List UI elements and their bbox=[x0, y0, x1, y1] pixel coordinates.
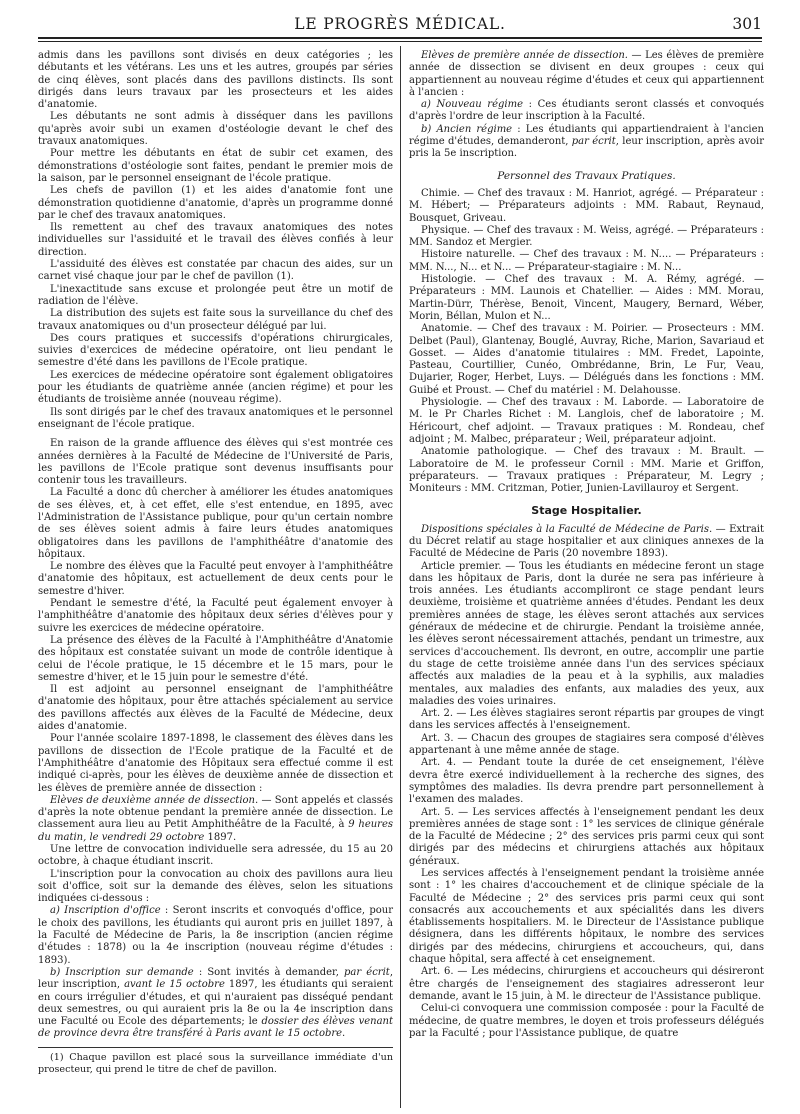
article-5: Art. 5. — Les services affectés à l'enseignement pendant les deux premières années de stage sont : 1° les services de clinique générale de la Faculté de Médecine ; 2° des services pris parmi ceux qui sont dirigés par des médecins et chirurgiens attachés aux hôpitaux généraux. bbox=[409, 806, 764, 867]
journal-title: LE PROGRÈS MÉDICAL. bbox=[294, 15, 506, 33]
paragraph: Les chefs de pavillon (1) et les aides d'anatomie font une démonstration quotidienne d'anatomie, d'après un programme donné par le chef des travaux anatomiques. bbox=[38, 185, 393, 221]
paragraph: b) Ancien régime : Les étudiants qui appartiendraient à l'ancien régime d'études, demanderont, par écrit, leur inscription, après avoir pris la 5e inscription. bbox=[409, 123, 764, 160]
paragraph: Des cours pratiques et successifs d'opérations chirurgicales, suivies d'exercices de médecine opératoire, ont lieu pendant le semestre d'été dans les pavillons de l'Ecole pratique. bbox=[38, 332, 393, 369]
subheading-premiere-annee: Elèves de première année de dissection. bbox=[421, 50, 628, 61]
paragraph: Pour mettre les débutants en état de subir cet examen, des démonstrations d'ostéologie sont faites, pendant le premier mois de la saison, par le personnel enseignant de l'école pratique. bbox=[38, 148, 393, 184]
paragraph: admis dans les pavillons sont divisés en deux catégories ; les débutants et les vétérans. Les uns et les autres, groupés par séries de cinq élèves, sont placés dans des pavillons distincts. Ils sont dirigés dans leurs travaux par les prosecteurs et les aides d'anatomie. bbox=[38, 50, 393, 111]
footnote-rule bbox=[38, 1047, 393, 1048]
paragraph: Elèves de première année de dissection. — Les élèves de première année de dissection se divisent en deux groupes : ceux qui appartiennent au nouveau régime d'études et ceux qui appartiennent à l'ancien : bbox=[409, 50, 764, 98]
paragraph: Ils sont dirigés par le chef des travaux anatomiques et le personnel enseignant de l'école pratique. bbox=[38, 406, 393, 430]
paragraph: L'assiduité des élèves est constatée par chacun des aides, sur un carnet visé chaque jour par le chef de pavillon (1). bbox=[38, 259, 393, 283]
paragraph: Pour l'année scolaire 1897-1898, le classement des élèves dans les pavillons de dissection de l'Ecole pratique de la Faculté et de l'Amphithéâtre d'anatomie des Hôpitaux sera effectué comme il est indiqué ci-après, pour les élèves de deuxième année de dissection et les élèves de première année de dissection : bbox=[38, 733, 393, 794]
article-3: Art. 3. — Chacun des groupes de stagiaires sera composé d'élèves appartenant à une même année de stage. bbox=[409, 732, 764, 757]
paragraph: Il est adjoint au personnel enseignant de l'amphithéâtre d'anatomie des hôpitaux, pour être attachés spécialement au service des pavillons affectés aux élèves de la Faculté de Médecine, deux aides d'anatomie. bbox=[38, 684, 393, 733]
article-2: Art. 2. — Les élèves stagiaires seront répartis par groupes de vingt dans les services affectés à l'enseignement. bbox=[409, 708, 764, 732]
paragraph: La Faculté a donc dû chercher à améliorer les études anatomiques de ses élèves, et, à cet effet, elle s'est entendue, en 1895, avec l'Administration de l'Assistance publique, pour qu'un certain nombre de ses élèves soient admis à faire leurs études anatomiques obligatoires dans les pavillons de l'amphithéâtre d'anatomie des hôpitaux. bbox=[38, 487, 393, 560]
section-heading-stage: Stage Hospitalier. bbox=[531, 504, 642, 518]
paragraph: a) Inscription d'office : Seront inscrits et convoqués d'office, pour le choix des pavillons, les étudiants qui auront pris en juillet 1897, à la Faculté de Médecine de Paris, la 8e inscription (ancien régime d'études : 1878) ou la 4e inscription (nouveau régime d'études : 1893). bbox=[38, 905, 393, 966]
staff-entry-physiologie: Physiologie. — Chef des travaux : M. Laborde. — Laboratoire de M. le Pr Charles Richet : M. Langlois, chef de laboratoire ; M. Héricourt, chef adjoint. — Travaux pratiques : M. Rondeau, chef adjoint ; M. Malbec, préparateur ; Weil, préparateur adjoint. bbox=[409, 397, 764, 445]
paragraph: Dispositions spéciales à la Faculté de Médecine de Paris. — Extrait du Décret relatif au stage hospitalier et aux cliniques annexes de la Faculté de Médecine de Paris (20 novembre 1893). bbox=[409, 523, 764, 560]
page-header bbox=[38, 15, 762, 37]
paragraph: L'inscription pour la convocation au choix des pavillons aura lieu soit d'office, soit sur la demande des élèves, selon les situations indiquées ci-dessous : bbox=[38, 868, 393, 905]
header-rule-thick bbox=[38, 37, 762, 39]
paragraph: Une lettre de convocation individuelle sera adressée, du 15 au 20 octobre, à chaque étudiant inscrit. bbox=[38, 844, 393, 868]
paragraph: b) Inscription sur demande : Sont invités à demander, par écrit, leur inscription, avant le 15 octobre 1897, les étudiants qui seraient en cours irrégulier d'études, et qui n'auraient pas disséqué pendant deux semestres, ou qui auraient pris la 8e ou la 4e inscription dans une Faculté ou Ecole des départements; le dossier des élèves venant de province devra être transféré à Paris avant le 15 octobre. bbox=[38, 966, 393, 1040]
paragraph: La présence des élèves de la Faculté à l'Amphithéâtre d'Anatomie des hôpitaux est constatée suivant un mode de contrôle identique à celui de l'école pratique, le 15 décembre et le 15 mars, pour le semestre d'hiver, et le 15 juin pour le semestre d'été. bbox=[38, 634, 393, 683]
staff-entry-chimie: Chimie. — Chef des travaux : M. Hanriot, agrégé. — Préparateur : M. Hébert; — Préparateurs adjoints : MM. Rabaut, Reynaud, Bousquet, Griveau. bbox=[409, 187, 764, 224]
paragraph: En raison de la grande affluence des élèves qui s'est montrée ces années dernières à la Faculté de Médecine de l'Université de Paris, les pavillons de l'Ecole pratique sont devenus insuffisants pour contenir tous les travailleurs. bbox=[38, 438, 393, 487]
right-column bbox=[409, 50, 764, 1040]
staff-entry-anatomie-pathologique: Anatomie pathologique. — Chef des travaux : M. Brault. — Laboratoire de M. le professeur Cornil : MM. Marie et Griffon, préparateurs. — Travaux pratiques : Préparateur, M. Legry ; Moniteurs : MM. Critzman, Potier, Junien-Lavillauroy et Sergent. bbox=[409, 446, 764, 495]
paragraph: Les exercices de médecine opératoire sont également obligatoires pour les étudiants de quatrième année (ancien régime) et pour les étudiants de troisième année (nouveau régime). bbox=[38, 369, 393, 406]
staff-entry-physique: Physique. — Chef des travaux : M. Weiss, agrégé. — Préparateurs : MM. Sandoz et Mergier. bbox=[409, 224, 764, 249]
paragraph: Le nombre des élèves que la Faculté peut envoyer à l'amphithéâtre d'anatomie des hôpitaux, est actuellement de deux cents pour le semestre d'hiver. bbox=[38, 561, 393, 597]
subheading-inscription-office: a) Inscription d'office bbox=[50, 905, 161, 917]
article-4: Art. 4. — Pendant toute la durée de cet enseignement, l'élève devra être exercé individuellement à la recherche des signes, des symptômes des maladies. Ils devra prendre part personnellement à l'examen des malades. bbox=[409, 757, 764, 806]
section-heading-personnel: Personnel des Travaux Pratiques. bbox=[497, 169, 676, 182]
left-column bbox=[38, 50, 393, 1076]
page-number: 301 bbox=[732, 15, 762, 33]
article-6-continued: Celui-ci convoquera une commission composée : pour la Faculté de médecine, de quatre membres, le doyen et trois professeurs délégués par la Faculté ; pour l'Assistance publique, de quatre bbox=[409, 1003, 764, 1039]
header-rule-thin bbox=[38, 41, 762, 42]
subheading-inscription-demande: b) Inscription sur demande bbox=[50, 966, 194, 978]
dispositions-title: Dispositions spéciales à la Faculté de Médecine de Paris. bbox=[421, 523, 713, 535]
article-6: Art. 6. — Les médecins, chirurgiens et accoucheurs qui désireront être chargés de l'enseignement des stagiaires adresseront leur demande, avant le 15 juin, à M. le directeur de l'Assistance publique. bbox=[409, 966, 764, 1002]
paragraph: a) Nouveau régime : Ces étudiants seront classés et convoqués d'après l'ordre de leur inscription à la Faculté. bbox=[409, 99, 764, 123]
paragraph: L'inexactitude sans excuse et prolongée peut être un motif de radiation de l'élève. bbox=[38, 283, 393, 307]
staff-entry-histologie: Histologie. — Chef des travaux : M. A. Rémy, agrégé. — Préparateurs : MM. Launois et Chatellier. — Aides : MM. Morau, Martin-Dürr, Thérèse, Benoit, Vincent, Maugery, Bernard, Wéber, Morin, Béllan, Mulon et N... bbox=[409, 274, 764, 322]
paragraph: La distribution des sujets est faite sous la surveillance du chef des travaux anatomiques ou d'un prosecteur délégué par lui. bbox=[38, 308, 393, 332]
footnote: (1) Chaque pavillon est placé sous la surveillance immédiate d'un prosecteur, qui prend le titre de chef de pavillon. bbox=[38, 1051, 393, 1076]
paragraph: Pendant le semestre d'été, la Faculté peut également envoyer à l'amphithéâtre d'anatomie des hôpitaux deux séries d'élèves pour y suivre les exercices de médecine opératoire. bbox=[38, 598, 393, 634]
article-1: Article premier. — Tous les étudiants en médecine feront un stage dans les hôpitaux de Paris, dont la durée ne sera pas inférieure à trois années. Les étudiants accompliront ce stage pendant leurs deuxième, troisième et quatrième années d'études. Pendant les deux premières années de stage, les élèves seront attachés aux services généraux de médecine et de chirurgie. Pendant la troisième année, les élèves seront nécessairement attachés, pendant un trimestre, aux services d'accouchement. Ils devront, en outre, accomplir une partie du stage de cette troisième année dans l'un des services spéciaux affectés aux maladies de la peau et à la syphilis, aux maladies mentales, aux maladies des enfants, aux maladies des yeux, aux maladies des voies urinaires. bbox=[409, 560, 764, 707]
staff-entry-anatomie: Anatomie. — Chef des travaux : M. Poirier. — Prosecteurs : MM. Delbet (Paul), Glantenay, Bouglé, Auvray, Riche, Marion, Savariaud et Gosset. — Aides d'anatomie titulaires : MM. Fredet, Lapointe, Pasteau, Courtillier, Cunéo, Ombrédanne, Brin, Le Fur, Veau, Dujarier, Roger, Herbet, Luys. — Délégués dans les fonctions : MM. Guibé et Proust. — Chef du matériel : M. Delahousse. bbox=[409, 323, 764, 396]
staff-entry-histoire-naturelle: Histoire naturelle. — Chef des travaux : M. N.... — Préparateurs : MM. N..., N... et N... — Préparateur-stagiaire : M. N... bbox=[409, 249, 764, 273]
paragraph: Elèves de deuxième année de dissection. — Sont appelés et classés d'après la note obtenue pendant la première année de dissection. Le classement aura lieu au Petit Amphithéâtre de la Faculté, à 9 heures du matin, le vendredi 29 octobre 1897. bbox=[38, 794, 394, 843]
column-divider bbox=[400, 46, 401, 1108]
subheading-deuxieme-annee: Elèves de deuxième année de dissection. bbox=[50, 794, 259, 806]
paragraph: Ils remettent au chef des travaux anatomiques des notes individuelles sur l'assiduité et le travail des élèves confiés à leur direction. bbox=[38, 222, 393, 258]
article-5-continued: Les services affectés à l'enseignement pendant la troisième année sont : 1° les chaires d'accouchement et de clinique spéciale de la Faculté de Médecine ; 2° des services pris parmi ceux qui sont consacrés aux accouchements et aux spécialités dans les divers établissements hospitaliers. M. le Directeur de l'Assistance publique désignera, dans les différents hôpitaux, le nombre des services dirigés par des médecins, chirurgiens et accoucheurs, qui, dans chaque hôpital, sera affecté à cet enseignement. bbox=[409, 868, 764, 966]
paragraph: Les débutants ne sont admis à disséquer dans les pavillons qu'après avoir subi un examen d'ostéologie devant le chef des travaux anatomiques. bbox=[38, 111, 393, 148]
